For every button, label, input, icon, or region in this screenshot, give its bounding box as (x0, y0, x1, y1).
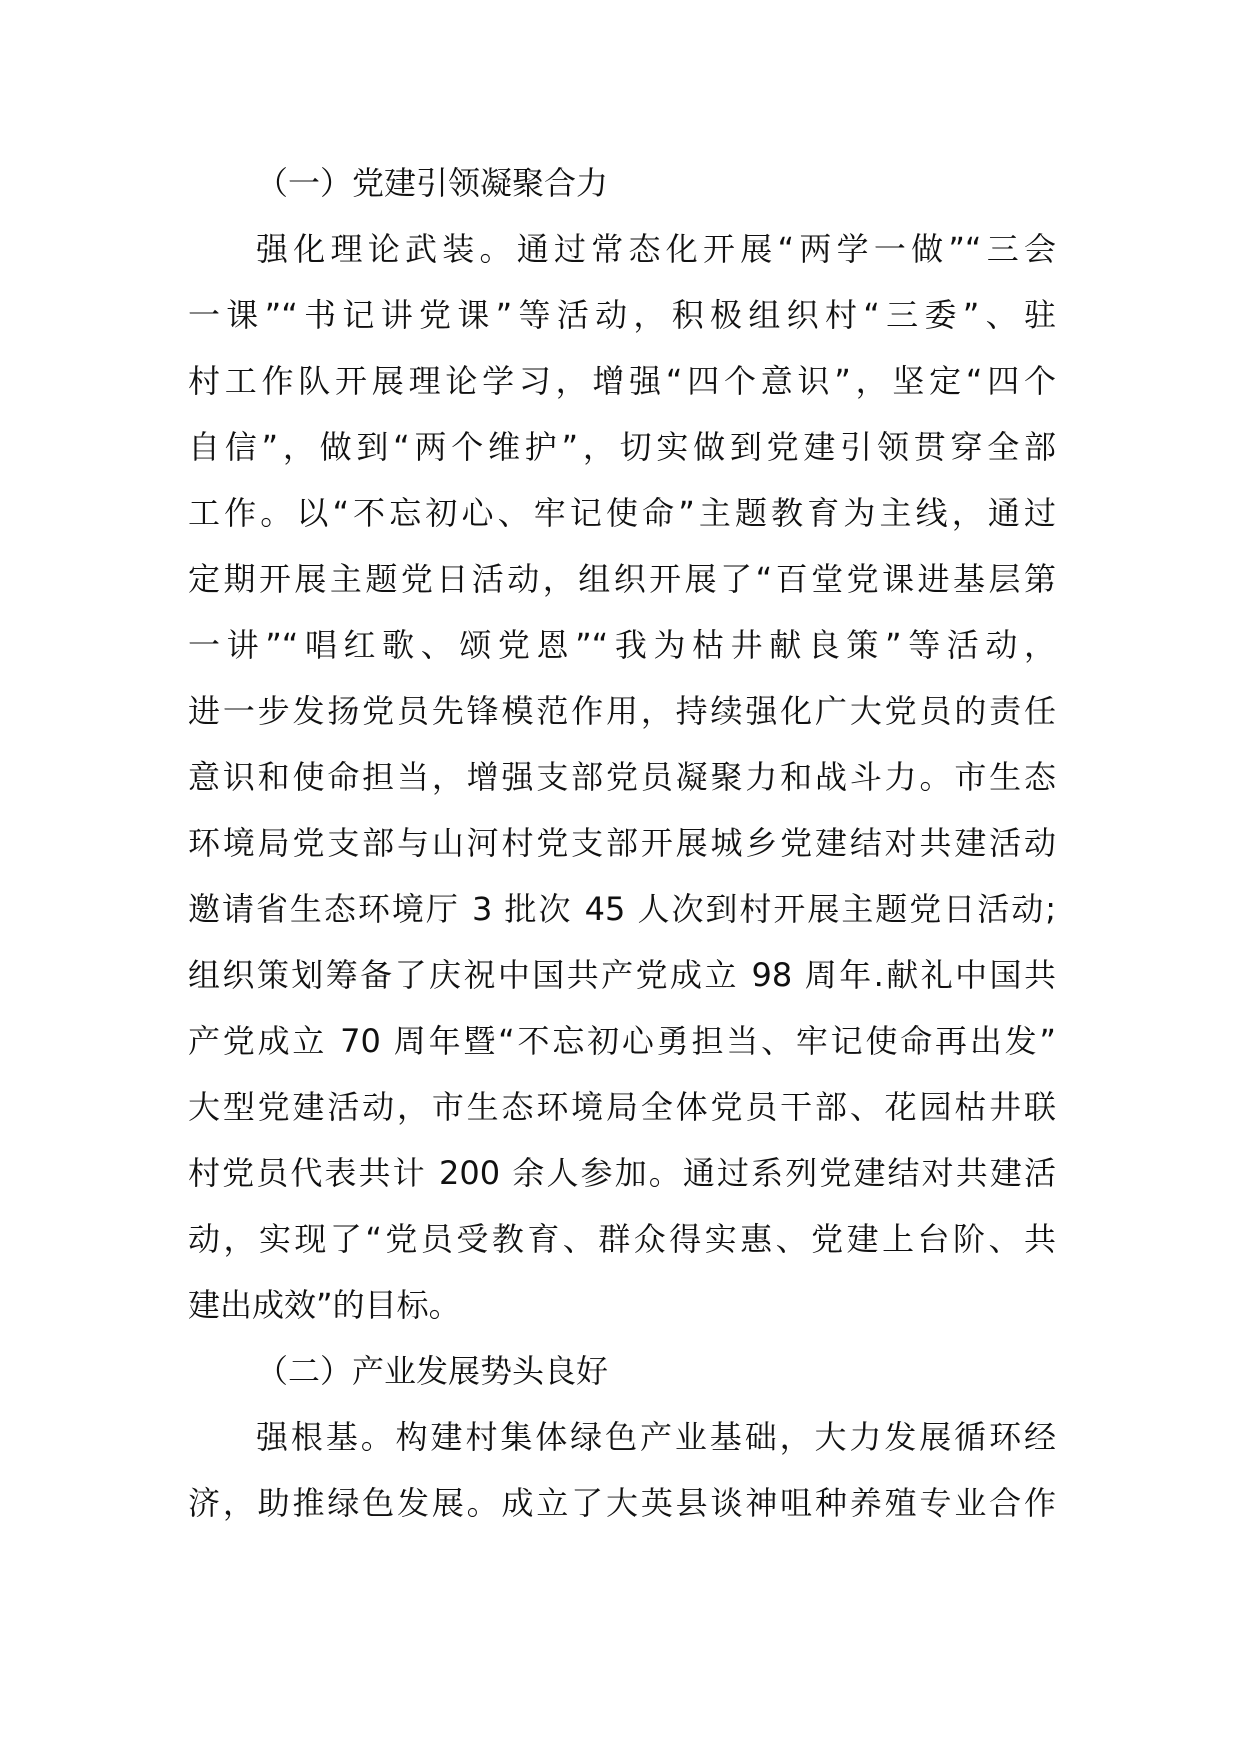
paragraph-line: 一讲”“唱红歌、颂党恩”“我为枯井献良策”等活动， (188, 626, 1056, 664)
paragraph-line: 济，助推绿色发展。成立了大英县谈神咀种养殖专业合作 (188, 1484, 1056, 1522)
paragraph-line: 强根基。构建村集体绿色产业基础，大力发展循环经 (256, 1418, 1056, 1456)
paragraph-line: 组织策划筹备了庆祝中国共产党成立 98 周年.献礼中国共 (188, 956, 1056, 994)
paragraph-line: 产党成立 70 周年暨“不忘初心勇担当、牢记使命再出发” (188, 1022, 1056, 1060)
section-heading-2 (188, 1338, 1056, 1404)
paragraph-line: 村党员代表共计 200 余人参加。通过系列党建结对共建活 (188, 1154, 1056, 1192)
paragraph-line: 一课”“书记讲党课”等活动，积极组织村“三委”、驻 (188, 296, 1056, 334)
paragraph-line: 村工作队开展理论学习，增强“四个意识”，坚定“四个 (188, 362, 1056, 400)
paragraph-1 (188, 216, 1056, 1338)
paragraph-line: 环境局党支部与山河村党支部开展城乡党建结对共建活动 (188, 824, 1056, 862)
document-body (188, 150, 1056, 1536)
paragraph-line: 邀请省生态环境厅 3 批次 45 人次到村开展主题党日活动; (188, 890, 1056, 928)
section-heading-text: （二）产业发展势头良好 (256, 1352, 609, 1390)
paragraph-line: 进一步发扬党员先锋模范作用，持续强化广大党员的责任 (188, 692, 1056, 730)
paragraph-line: 动，实现了“党员受教育、群众得实惠、党建上台阶、共 (188, 1220, 1056, 1258)
paragraph-line: 自信”，做到“两个维护”，切实做到党建引领贯穿全部 (188, 428, 1056, 466)
paragraph-line: 大型党建活动，市生态环境局全体党员干部、花园枯井联 (188, 1088, 1056, 1126)
paragraph-line: 强化理论武装。通过常态化开展“两学一做”“三会 (256, 230, 1056, 268)
section-heading-1 (188, 150, 1056, 216)
paragraph-2 (188, 1404, 1056, 1536)
section-heading-text: （一）党建引领凝聚合力 (256, 164, 609, 202)
paragraph-line: 工作。以“不忘初心、牢记使命”主题教育为主线，通过 (188, 494, 1056, 532)
paragraph-line: 定期开展主题党日活动，组织开展了“百堂党课进基层第 (188, 560, 1056, 598)
paragraph-line: 建出成效”的目标。 (188, 1286, 461, 1324)
paragraph-line: 意识和使命担当，增强支部党员凝聚力和战斗力。市生态 (188, 758, 1056, 796)
